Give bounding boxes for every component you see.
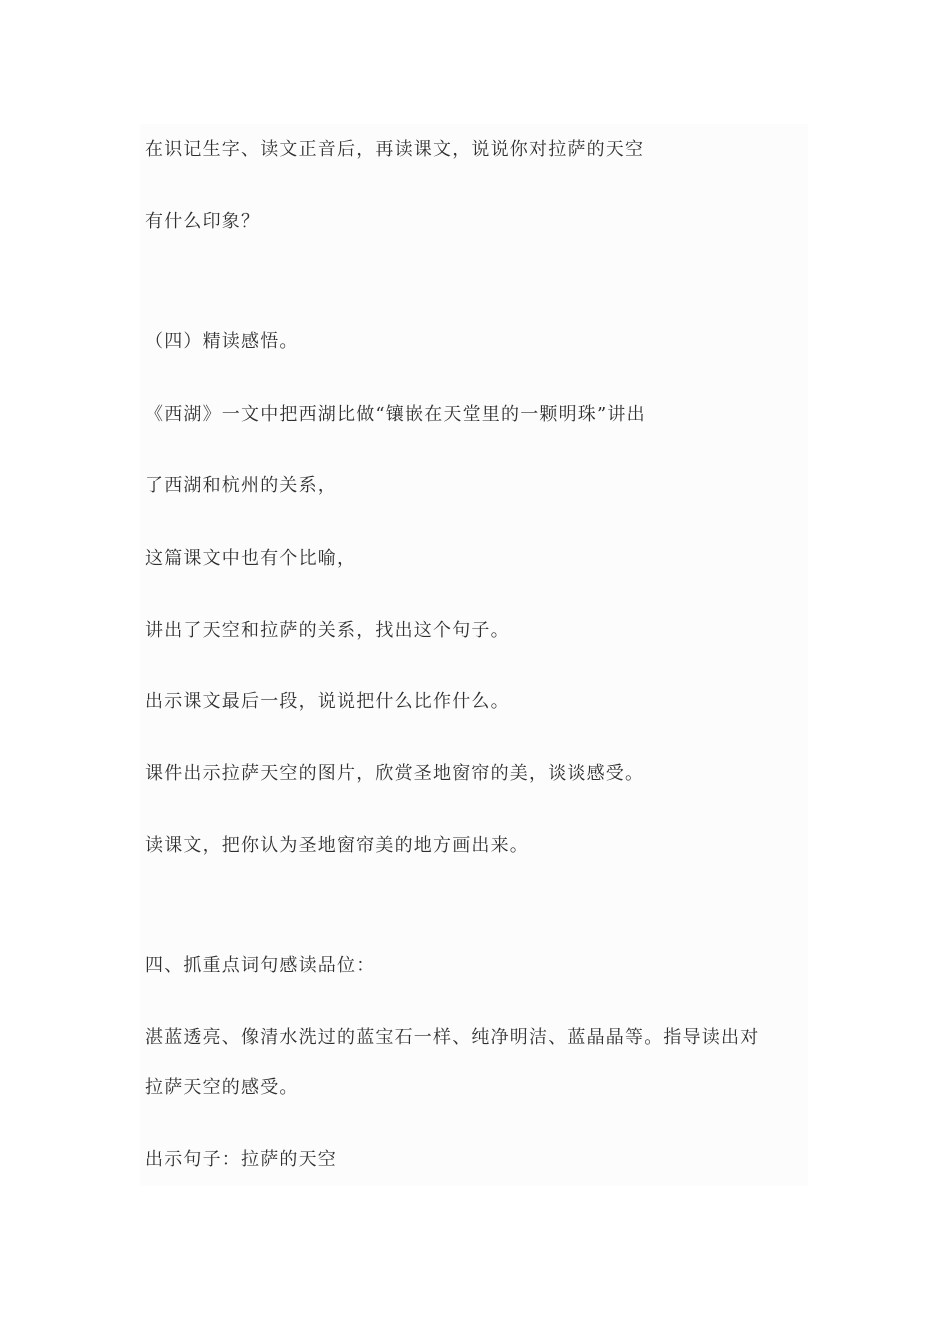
text-line-7: 讲出了天空和拉萨的关系，找出这个句子。 (145, 620, 510, 641)
text-line-9: 课件出示拉萨天空的图片，欣赏圣地窗帘的美，谈谈感受。 (145, 763, 645, 784)
text-line-13: 拉萨天空的感受。 (145, 1077, 299, 1098)
text-line-3: （四）精读感悟。 (145, 331, 299, 352)
text-line-8: 出示课文最后一段，说说把什么比作什么。 (145, 691, 510, 712)
text-line-10: 读课文，把你认为圣地窗帘美的地方画出来。 (145, 835, 529, 856)
text-line-4: 《西湖》一文中把西湖比做“镶嵌在天堂里的一颗明珠”讲出 (145, 404, 646, 425)
text-line-5: 了西湖和杭州的关系， (145, 475, 337, 496)
text-line-1: 在识记生字、读文正音后，再读课文，说说你对拉萨的天空 (145, 139, 645, 160)
text-line-11: 四、抓重点词句感读品位： (145, 955, 376, 976)
text-line-14: 出示句子：拉萨的天空 (145, 1149, 337, 1170)
text-line-2: 有什么印象？ (145, 211, 261, 232)
text-line-6: 这篇课文中也有个比喻， (145, 548, 357, 569)
text-line-12: 湛蓝透亮、像清水洗过的蓝宝石一样、纯净明洁、蓝晶晶等。指导读出对 (145, 1027, 760, 1048)
